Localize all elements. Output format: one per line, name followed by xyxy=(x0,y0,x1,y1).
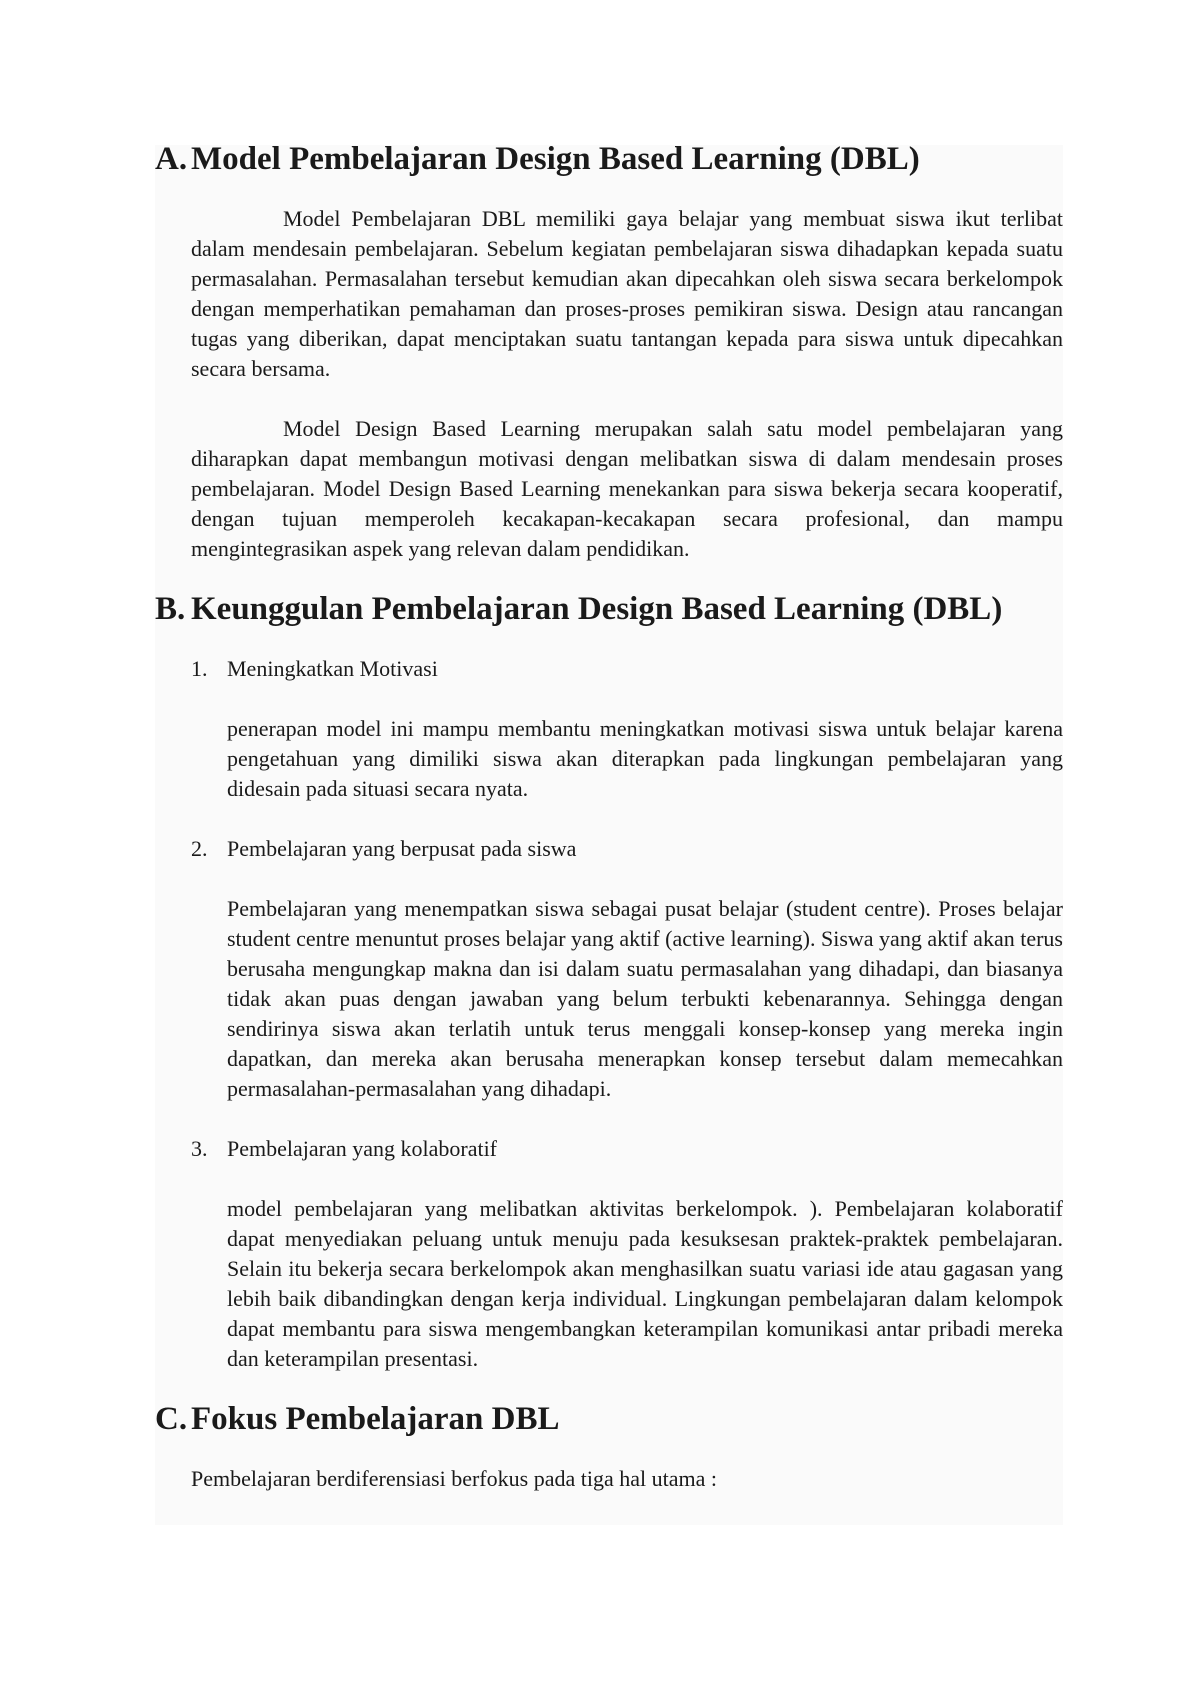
section-c-intro: Pembelajaran berdiferensiasi berfokus pada tiga hal utama : xyxy=(191,1466,717,1491)
section-a-paragraph-1: Model Pembelajaran DBL memiliki gaya belajar yang membuat siswa ikut terlibat dalam mendesain pembelajaran. Sebelum kegiatan pembelajaran siswa dihadapkan kepada suatu permasalahan. Permasalahan tersebut kemudian akan dipecahkan oleh siswa secara berkelompok dengan memperhatikan pemahaman dan proses-proses pemikiran siswa. Design atau rancangan tugas yang diberikan, dapat menciptakan suatu tantangan kepada para siswa untuk dipecahkan secara bersama. xyxy=(191,206,1063,381)
list-item-body-2: Pembelajaran yang menempatkan siswa sebagai pusat belajar (student centre). Proses belajar student centre menuntut proses belajar yang aktif (active learning). Siswa yang aktif akan terus berusaha mengungkap makna dan isi dalam suatu permasalahan yang dihadapi, dan biasanya tidak akan puas dengan jawaban yang belum terbukti kebenarannya. Sehingga dengan sendirinya siswa akan terlatih untuk terus menggali konsep-konsep yang mereka ingin dapatkan, dan mereka akan berusaha menerapkan konsep tersebut dalam memecahkan permasalahan-permasalahan yang dihadapi. xyxy=(227,896,1063,1101)
section-heading-b xyxy=(155,591,1063,627)
section-heading-a xyxy=(155,141,1063,177)
list-item-title-1 xyxy=(155,654,1063,684)
section-letter: A. xyxy=(155,141,188,177)
list-item-number: 3. xyxy=(191,1136,208,1161)
list-item-title-3 xyxy=(155,1134,1063,1164)
section-letter: B. xyxy=(155,591,186,627)
section-title: Model Pembelajaran Design Based Learning (DBL) xyxy=(191,141,920,177)
document-page xyxy=(155,141,1063,1494)
list-item-title-2 xyxy=(155,834,1063,864)
section-heading-c xyxy=(155,1401,1063,1437)
section-letter: C. xyxy=(155,1401,188,1437)
list-item-title: Meningkatkan Motivasi xyxy=(227,656,438,681)
section-a-paragraph-2: Model Design Based Learning merupakan salah satu model pembelajaran yang diharapkan dapat membangun motivasi dengan melibatkan siswa di dalam mendesain proses pembelajaran. Model Design Based Learning menekankan para siswa bekerja secara kooperatif, dengan tujuan memperoleh kecakapan-kecakapan secara profesional, dan mampu mengintegrasikan aspek yang relevan dalam pendidikan. xyxy=(191,416,1063,561)
list-item-body-1: penerapan model ini mampu membantu meningkatkan motivasi siswa untuk belajar karena pengetahuan yang dimiliki siswa akan diterapkan pada lingkungan pembelajaran yang didesain pada situasi secara nyata. xyxy=(227,716,1063,801)
section-title: Fokus Pembelajaran DBL xyxy=(191,1401,560,1437)
list-item-number: 2. xyxy=(191,836,208,861)
list-item-title: Pembelajaran yang berpusat pada siswa xyxy=(227,836,577,861)
list-item-body-3: model pembelajaran yang melibatkan aktivitas berkelompok. ). Pembelajaran kolaboratif dapat menyediakan peluang untuk menuju pada kesuksesan praktek-praktek pembelajaran. Selain itu bekerja secara berkelompok akan menghasilkan suatu variasi ide atau gagasan yang lebih baik dibandingkan dengan kerja individual. Lingkungan pembelajaran dalam kelompok dapat membantu para siswa mengembangkan keterampilan komunikasi antar pribadi mereka dan keterampilan presentasi. xyxy=(227,1196,1063,1371)
list-item-title: Pembelajaran yang kolaboratif xyxy=(227,1136,498,1161)
list-item-number: 1. xyxy=(191,656,208,681)
section-title: Keunggulan Pembelajaran Design Based Learning (DBL) xyxy=(191,591,1003,627)
